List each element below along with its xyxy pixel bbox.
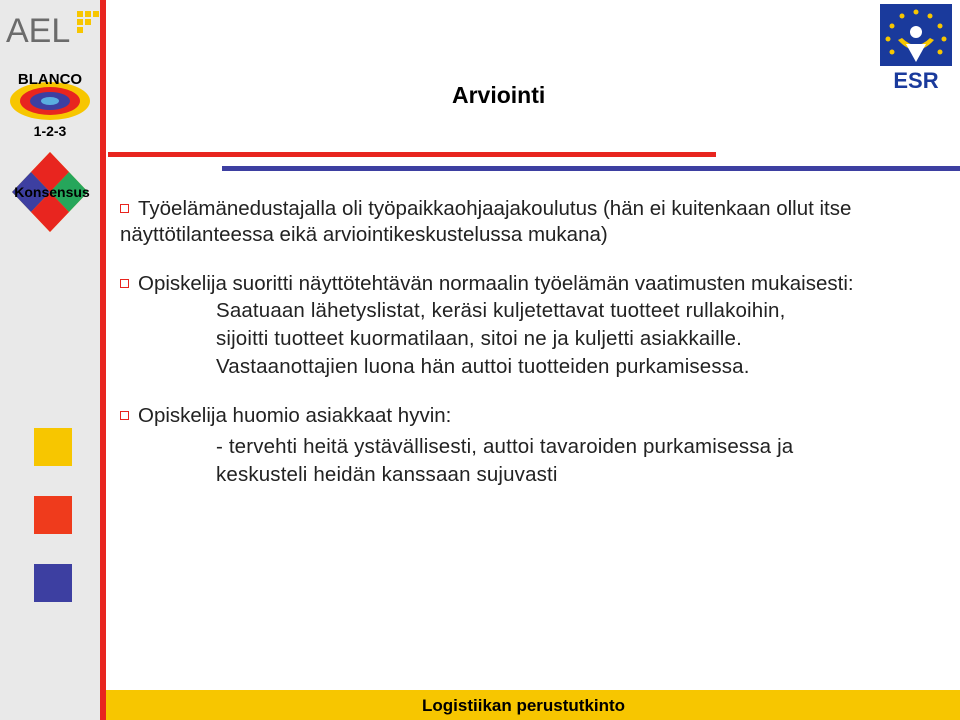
svg-text:Konsensus: Konsensus xyxy=(14,184,90,200)
konsensus-logo xyxy=(10,150,90,234)
title-rule-red xyxy=(108,152,716,157)
square-bullet-icon xyxy=(120,204,129,213)
slide-title: Arviointi xyxy=(452,82,546,108)
bullet-item xyxy=(120,403,920,429)
footer-bar xyxy=(106,690,960,720)
footer-text: Logistiikan perustutkinto xyxy=(422,696,626,715)
square-bullet-icon xyxy=(120,411,129,420)
bullet-item xyxy=(120,196,920,248)
svg-text:ESR: ESR xyxy=(893,68,939,90)
slide-content xyxy=(120,196,920,489)
decor-square-yellow xyxy=(34,428,72,466)
bullet-text: Työelämänedustajalla oli työpaikkaohjaajakoulutus (hän ei kuitenkaan ollut itse näyttötilanteessa eikä arviointikeskustelussa mukana) xyxy=(120,197,852,246)
ael-logo xyxy=(6,6,100,50)
svg-text:BLANCO: BLANCO xyxy=(17,71,83,88)
svg-text:1-2-3: 1-2-3 xyxy=(33,123,67,139)
left-red-stripe xyxy=(100,0,106,720)
blanco-logo xyxy=(8,68,94,140)
bullet-text: Opiskelija suoritti näyttötehtävän normaalin työelämän vaatimusten mukaisesti: xyxy=(138,272,854,295)
esr-logo xyxy=(880,4,952,90)
bullet-text: Opiskelija huomio asiakkaat hyvin: xyxy=(138,404,452,427)
decor-square-blue xyxy=(34,564,72,602)
svg-text:AEL: AEL xyxy=(6,12,71,50)
sub-paragraph: Saatuaan lähetyslistat, keräsi kuljetettavat tuotteet rullakoihin, sijoitti tuotteet kuormatilaan, sitoi ne ja kuljetti asiakkaille. Vastaanottajien luona hän auttoi tuotteiden purkamisessa. xyxy=(216,299,786,378)
square-bullet-icon xyxy=(120,279,129,288)
decor-square-red xyxy=(34,496,72,534)
sub-paragraph: - tervehti heitä ystävällisesti, auttoi tavaroiden purkamisessa ja keskusteli heidän kanssaan sujuvasti xyxy=(216,435,794,486)
bullet-item xyxy=(120,271,920,297)
title-rule-blue xyxy=(222,166,960,171)
